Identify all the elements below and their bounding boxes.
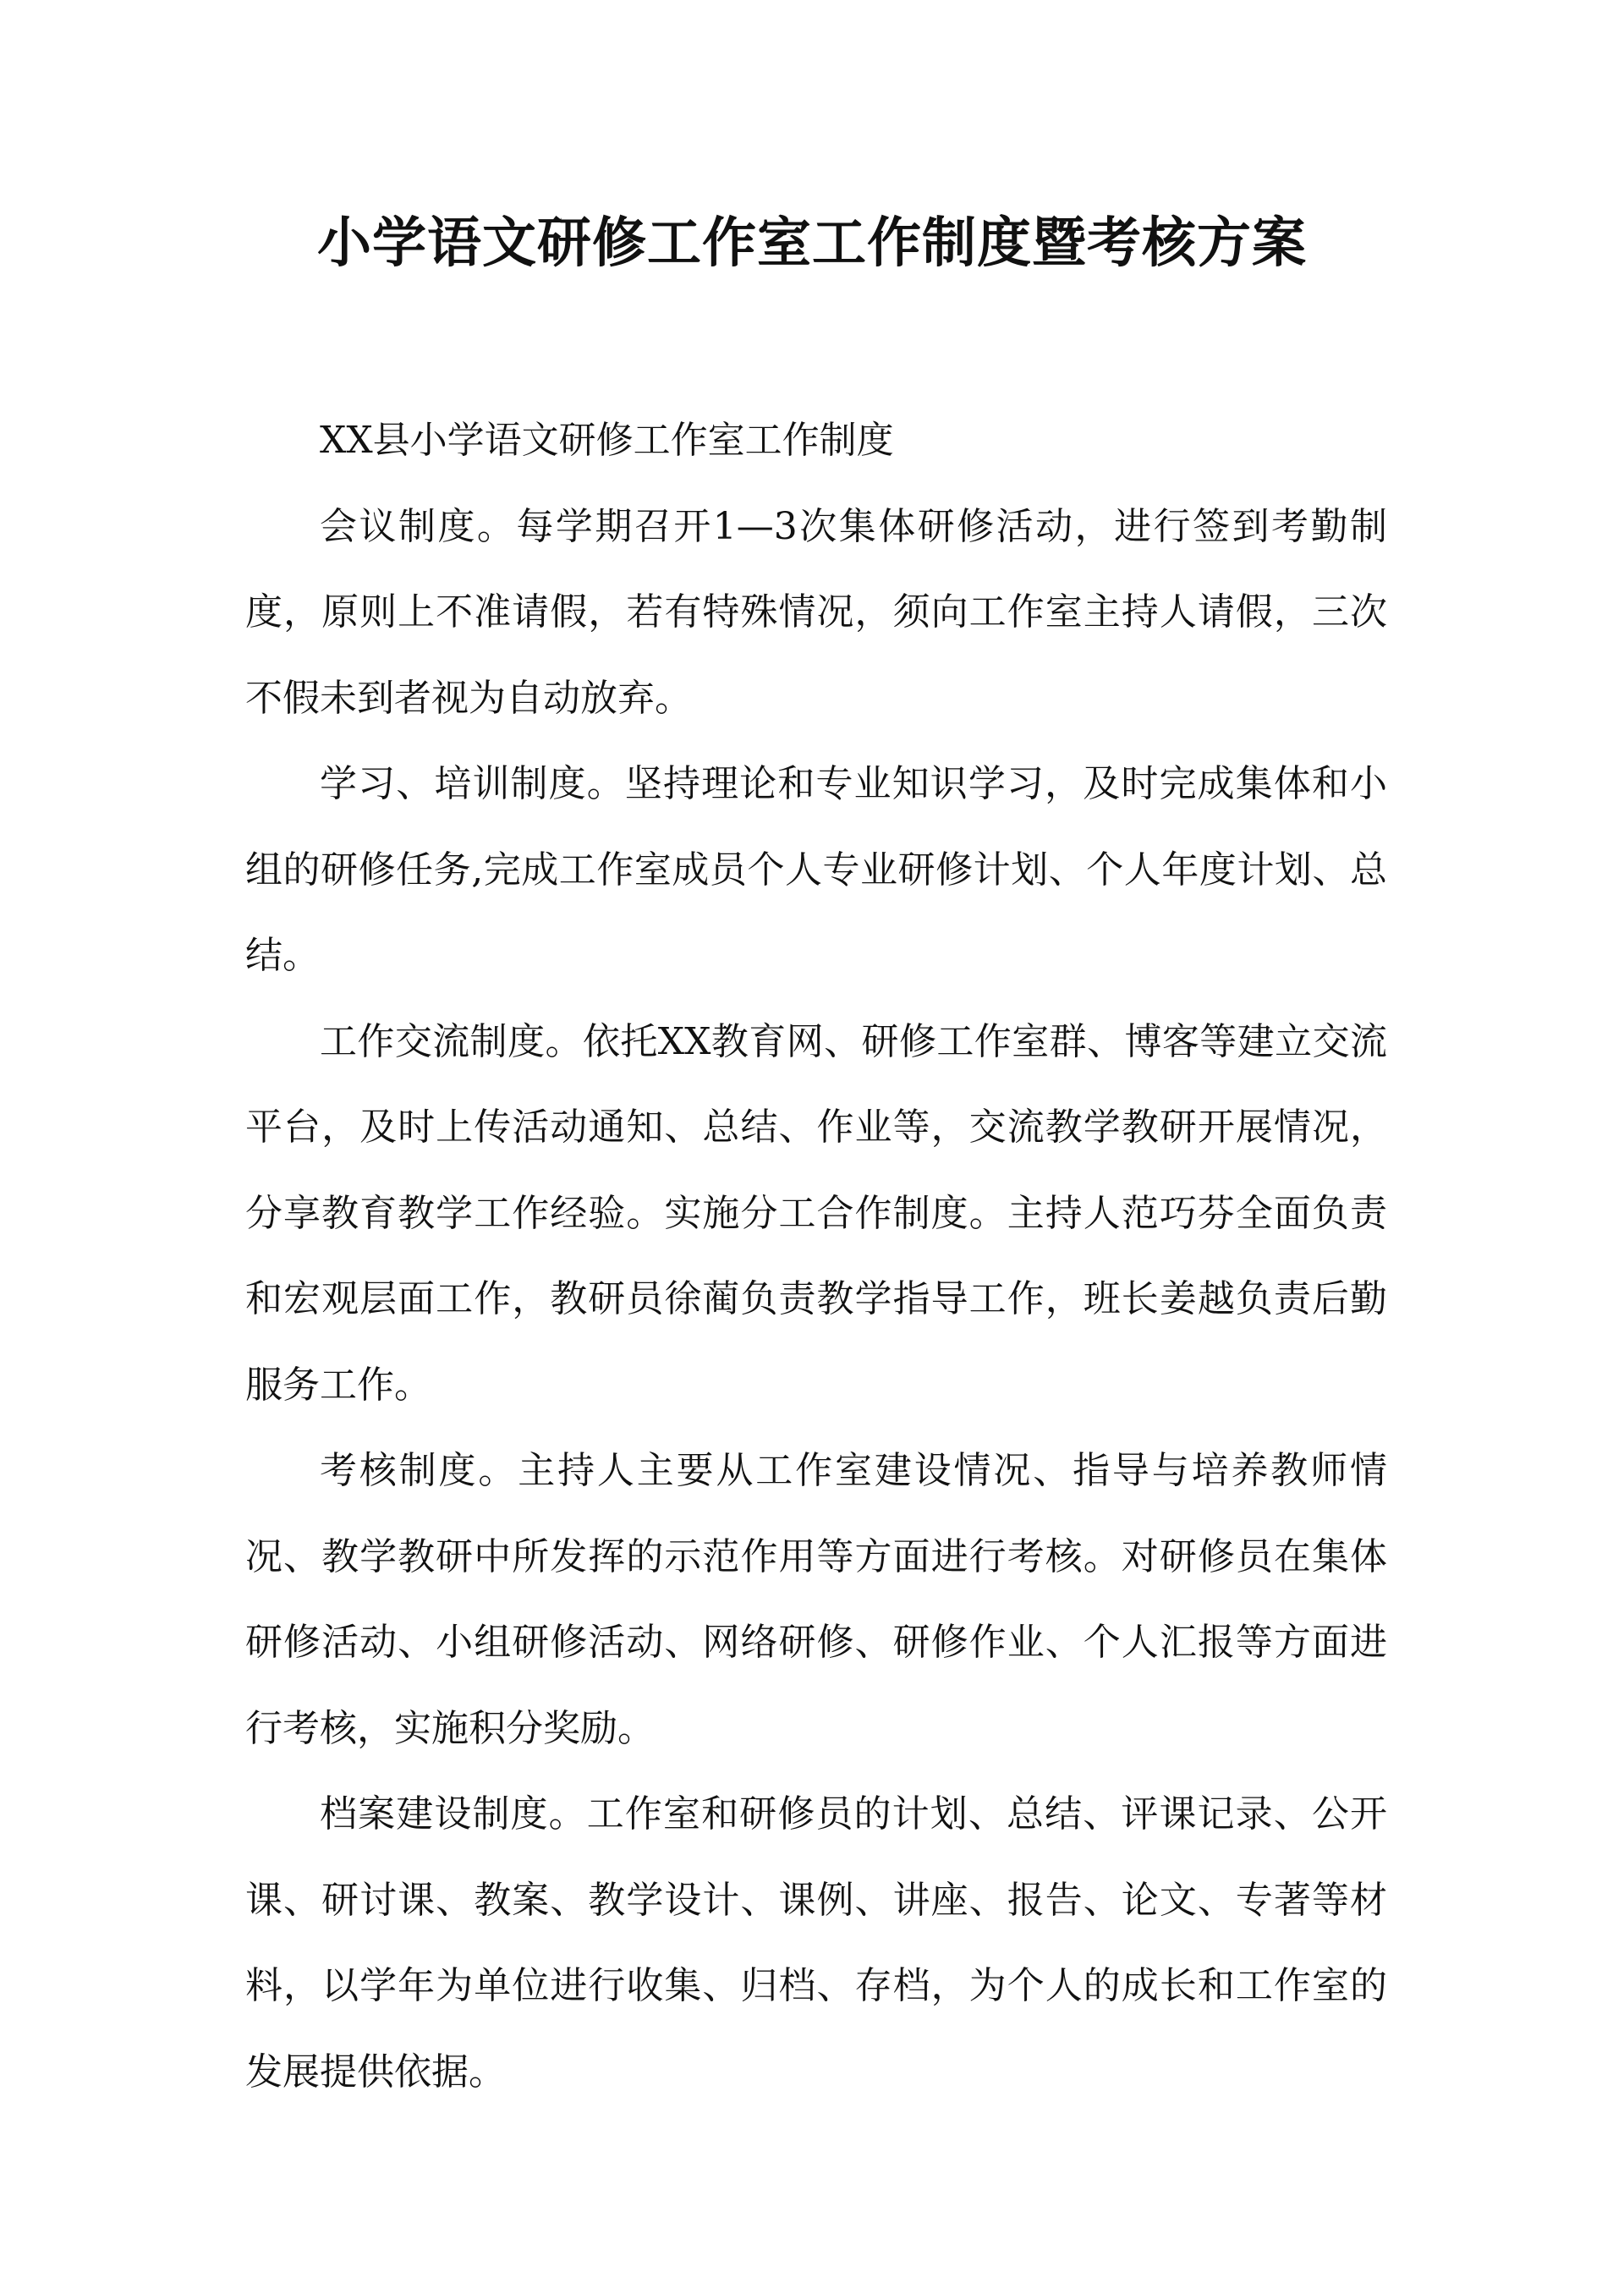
study-training-paragraph: 学习、培训制度。坚持理论和专业知识学习，及时完成集体和小组的研修任务,完成工作室成员个人专业研修计划、个人年度计划、总结。 — [245, 762, 1387, 977]
archive-paragraph: 档案建设制度。工作室和研修员的计划、总结、评课记录、公开课、研讨课、教案、教学设计、课例、讲座、报告、论文、专著等材料，以学年为单位进行收集、归档、存档，为个人的成长和工作室的发展提供依据。 — [245, 1792, 1387, 2094]
meeting-rules-paragraph: 会议制度。每学期召开1—3次集体研修活动，进行签到考勤制度，原则上不准请假，若有特殊情况，须向工作室主持人请假，三次不假未到者视为自动放弃。 — [245, 504, 1387, 720]
document-title: 小学语文研修工作室工作制度暨考核方案 — [317, 212, 1307, 275]
work-exchange-paragraph: 工作交流制度。依托XX教育网、研修工作室群、博客等建立交流平台，及时上传活动通知、总结、作业等，交流教学教研开展情况，分享教育教学工作经验。实施分工合作制度。主持人范巧芬全面负责和宏观层面工作，教研员徐蔺负责教学指导工作，班长姜越负责后勤服务工作。 — [245, 1019, 1387, 1407]
section-heading-paragraph: XX县小学语文研修工作室工作制度 — [320, 419, 894, 462]
assessment-paragraph: 考核制度。主持人主要从工作室建设情况、指导与培养教师情况、教学教研中所发挥的示范作用等方面进行考核。对研修员在集体研修活动、小组研修活动、网络研修、研修作业、个人汇报等方面进行考核，实施积分奖励。 — [245, 1449, 1387, 1750]
document-body — [245, 398, 1387, 2115]
